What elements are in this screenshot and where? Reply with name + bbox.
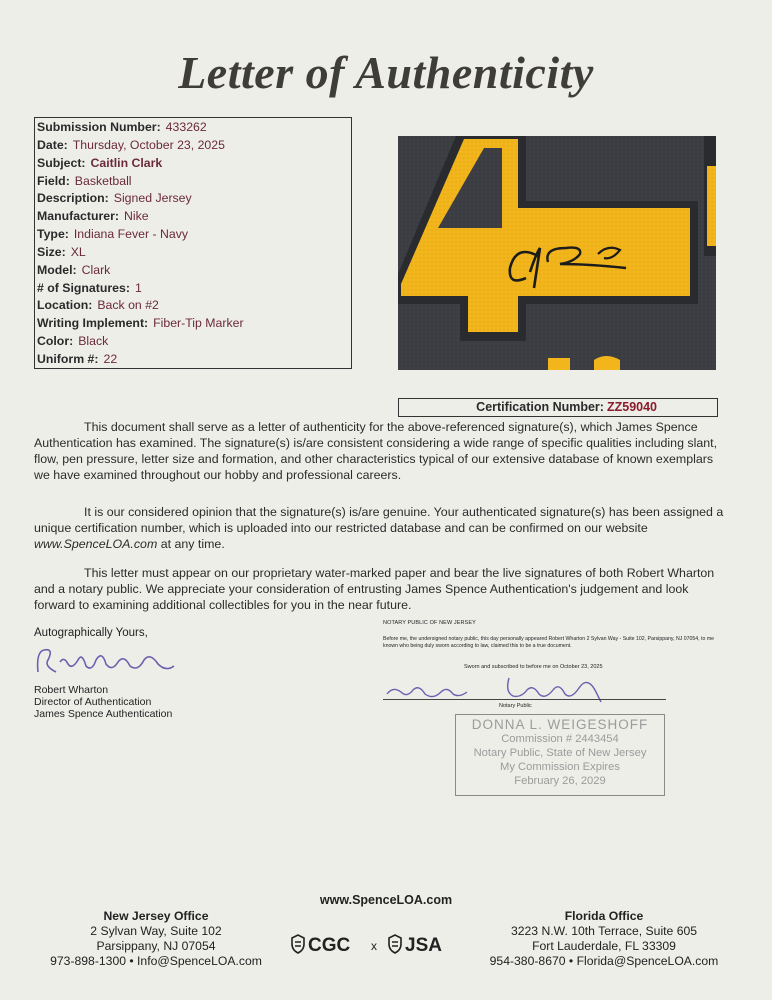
detail-row-signature-count (37, 280, 351, 298)
detail-row-manufacturer (37, 208, 351, 226)
detail-label: Type: (37, 227, 69, 242)
jsa-logo-icon (389, 935, 401, 953)
notary-heading: NOTARY PUBLIC OF NEW JERSEY (383, 620, 476, 626)
detail-label: Writing Implement: (37, 316, 149, 331)
detail-label: # of Signatures: (37, 280, 130, 295)
signed-jersey-photo (398, 136, 716, 370)
detail-row-type (37, 226, 351, 244)
office-address-line: Fort Lauderdale, FL 33309 (532, 939, 676, 953)
footer-nj-office (26, 909, 286, 969)
detail-value: Black (78, 334, 109, 349)
detail-value: Basketball (74, 173, 132, 188)
jsa-logo-text: JSA (405, 935, 442, 956)
signature-robert-wharton (34, 642, 184, 687)
notary-statement: Before me, the undersigned notary public, this day personally appeared Robert Wharton 2 Sylvan Way - Suite 102, Parsippany, NJ 07054, to me known who being duly sworn according to law, claimed this to be a true document. (383, 636, 715, 649)
footer-logos (288, 932, 488, 956)
detail-label: Submission Number: (37, 120, 161, 134)
detail-label: Manufacturer: (37, 209, 119, 224)
detail-row-location (37, 297, 351, 315)
detail-label: Model: (37, 262, 77, 277)
detail-value: Clark (81, 262, 111, 277)
detail-row-model (37, 262, 351, 280)
notary-public-label: Notary Public (499, 703, 532, 709)
stamp-name: DONNA L. WEIGESHOFF (471, 717, 649, 732)
logo-separator: x (371, 939, 377, 953)
detail-label: Size: (37, 244, 66, 259)
paragraph-opinion (34, 504, 724, 552)
signer-name: Robert Wharton (34, 684, 109, 696)
detail-value: Fiber-Tip Marker (153, 316, 244, 331)
office-heading: New Jersey Office (103, 909, 209, 923)
detail-value: 433262 (165, 120, 207, 134)
detail-value: XL (70, 244, 86, 259)
detail-value: Indiana Fever - Navy (73, 227, 189, 242)
detail-label: Location: (37, 298, 93, 313)
detail-value: 1 (134, 280, 142, 295)
detail-value: Signed Jersey (113, 191, 192, 206)
signer-title: Director of Authentication (34, 696, 152, 708)
notary-sworn-line: Sworn and subscribed to before me on October 23, 2025 (464, 664, 603, 670)
page-title: Letter of Authenticity (178, 47, 594, 98)
signer-company: James Spence Authentication (34, 708, 173, 720)
office-contact: 973-898-1300 • Info@SpenceLOA.com (50, 954, 262, 968)
notary-stamp (455, 714, 665, 796)
paragraph-text: This document shall serve as a letter of authenticity for the above-referenced signature(s), which James Spence Authentication has examined. The signature(s) is/are consistent considering a wide range of specific qualities including slant, flow, pen pressure, letter size and formation, and other characteristics typical of our extensive database of known exemplars we have examined throughout our hobby and professional careers. (34, 420, 718, 482)
detail-value: 22 (103, 351, 118, 366)
paragraph-text: It is our considered opinion that the signature(s) is/are genuine. Your authenticated signature(s) has been assigned a unique certification number, which is uploaded into our restricted database and can be confirmed on our website (34, 505, 724, 535)
certification-number-box (398, 398, 718, 417)
detail-row-description (37, 190, 351, 208)
notary-signature-line (383, 699, 666, 700)
stamp-state: Notary Public, State of New Jersey (473, 747, 647, 759)
detail-row-size (37, 244, 351, 262)
office-contact: 954-380-8670 • Florida@SpenceLOA.com (489, 954, 719, 968)
office-address-line: Parsippany, NJ 07054 (96, 939, 216, 953)
detail-label: Color: (37, 334, 74, 349)
detail-row-uniform (37, 351, 351, 369)
closing-line: Autographically Yours, (34, 627, 148, 639)
office-heading: Florida Office (564, 909, 644, 923)
paragraph-text: This letter must appear on our proprietary water-marked paper and bear the live signatures of both Robert Wharton and a notary public. We appreciate your consideration of entrusting James Spence Authentication's judgement and look forward to examining additional collectibles for you in the near future. (34, 566, 715, 612)
detail-row-writing-implement (37, 315, 351, 333)
detail-value: Caitlin Clark (90, 155, 163, 170)
footer-website[interactable]: www.SpenceLOA.com (319, 893, 453, 907)
stamp-commission: Commission # 2443454 (501, 733, 619, 745)
cgc-logo-icon (292, 935, 304, 953)
detail-value: Thursday, October 23, 2025 (72, 137, 225, 152)
detail-row-date (37, 137, 351, 155)
certification-number: ZZ59040 (606, 400, 657, 414)
certification-label: Certification Number: (476, 400, 604, 414)
stamp-expires-date: February 26, 2029 (514, 775, 606, 787)
paragraph-requirements (34, 565, 724, 613)
detail-row-submission (37, 119, 351, 137)
detail-value: Back on #2 (97, 298, 159, 313)
detail-row-field (37, 173, 351, 191)
office-address-line: 2 Sylvan Way, Suite 102 (90, 924, 222, 938)
detail-label: Uniform #: (37, 351, 99, 366)
office-address-line: 3223 N.W. 10th Terrace, Suite 605 (510, 924, 698, 938)
detail-label: Date: (37, 137, 68, 152)
item-details-box (34, 117, 352, 369)
detail-label: Field: (37, 173, 70, 188)
cgc-logo-text: CGC (308, 935, 351, 956)
stamp-expires-label: My Commission Expires (500, 761, 620, 773)
detail-label: Description: (37, 191, 109, 206)
website-link[interactable]: www.SpenceLOA.com (34, 537, 158, 551)
paragraph-text: at any time. (157, 537, 225, 551)
detail-label: Subject: (37, 155, 86, 170)
footer-fl-office (474, 909, 734, 969)
detail-value: Nike (124, 209, 149, 224)
detail-row-subject (37, 155, 351, 173)
detail-row-color (37, 333, 351, 351)
paragraph-authenticity (34, 419, 724, 483)
